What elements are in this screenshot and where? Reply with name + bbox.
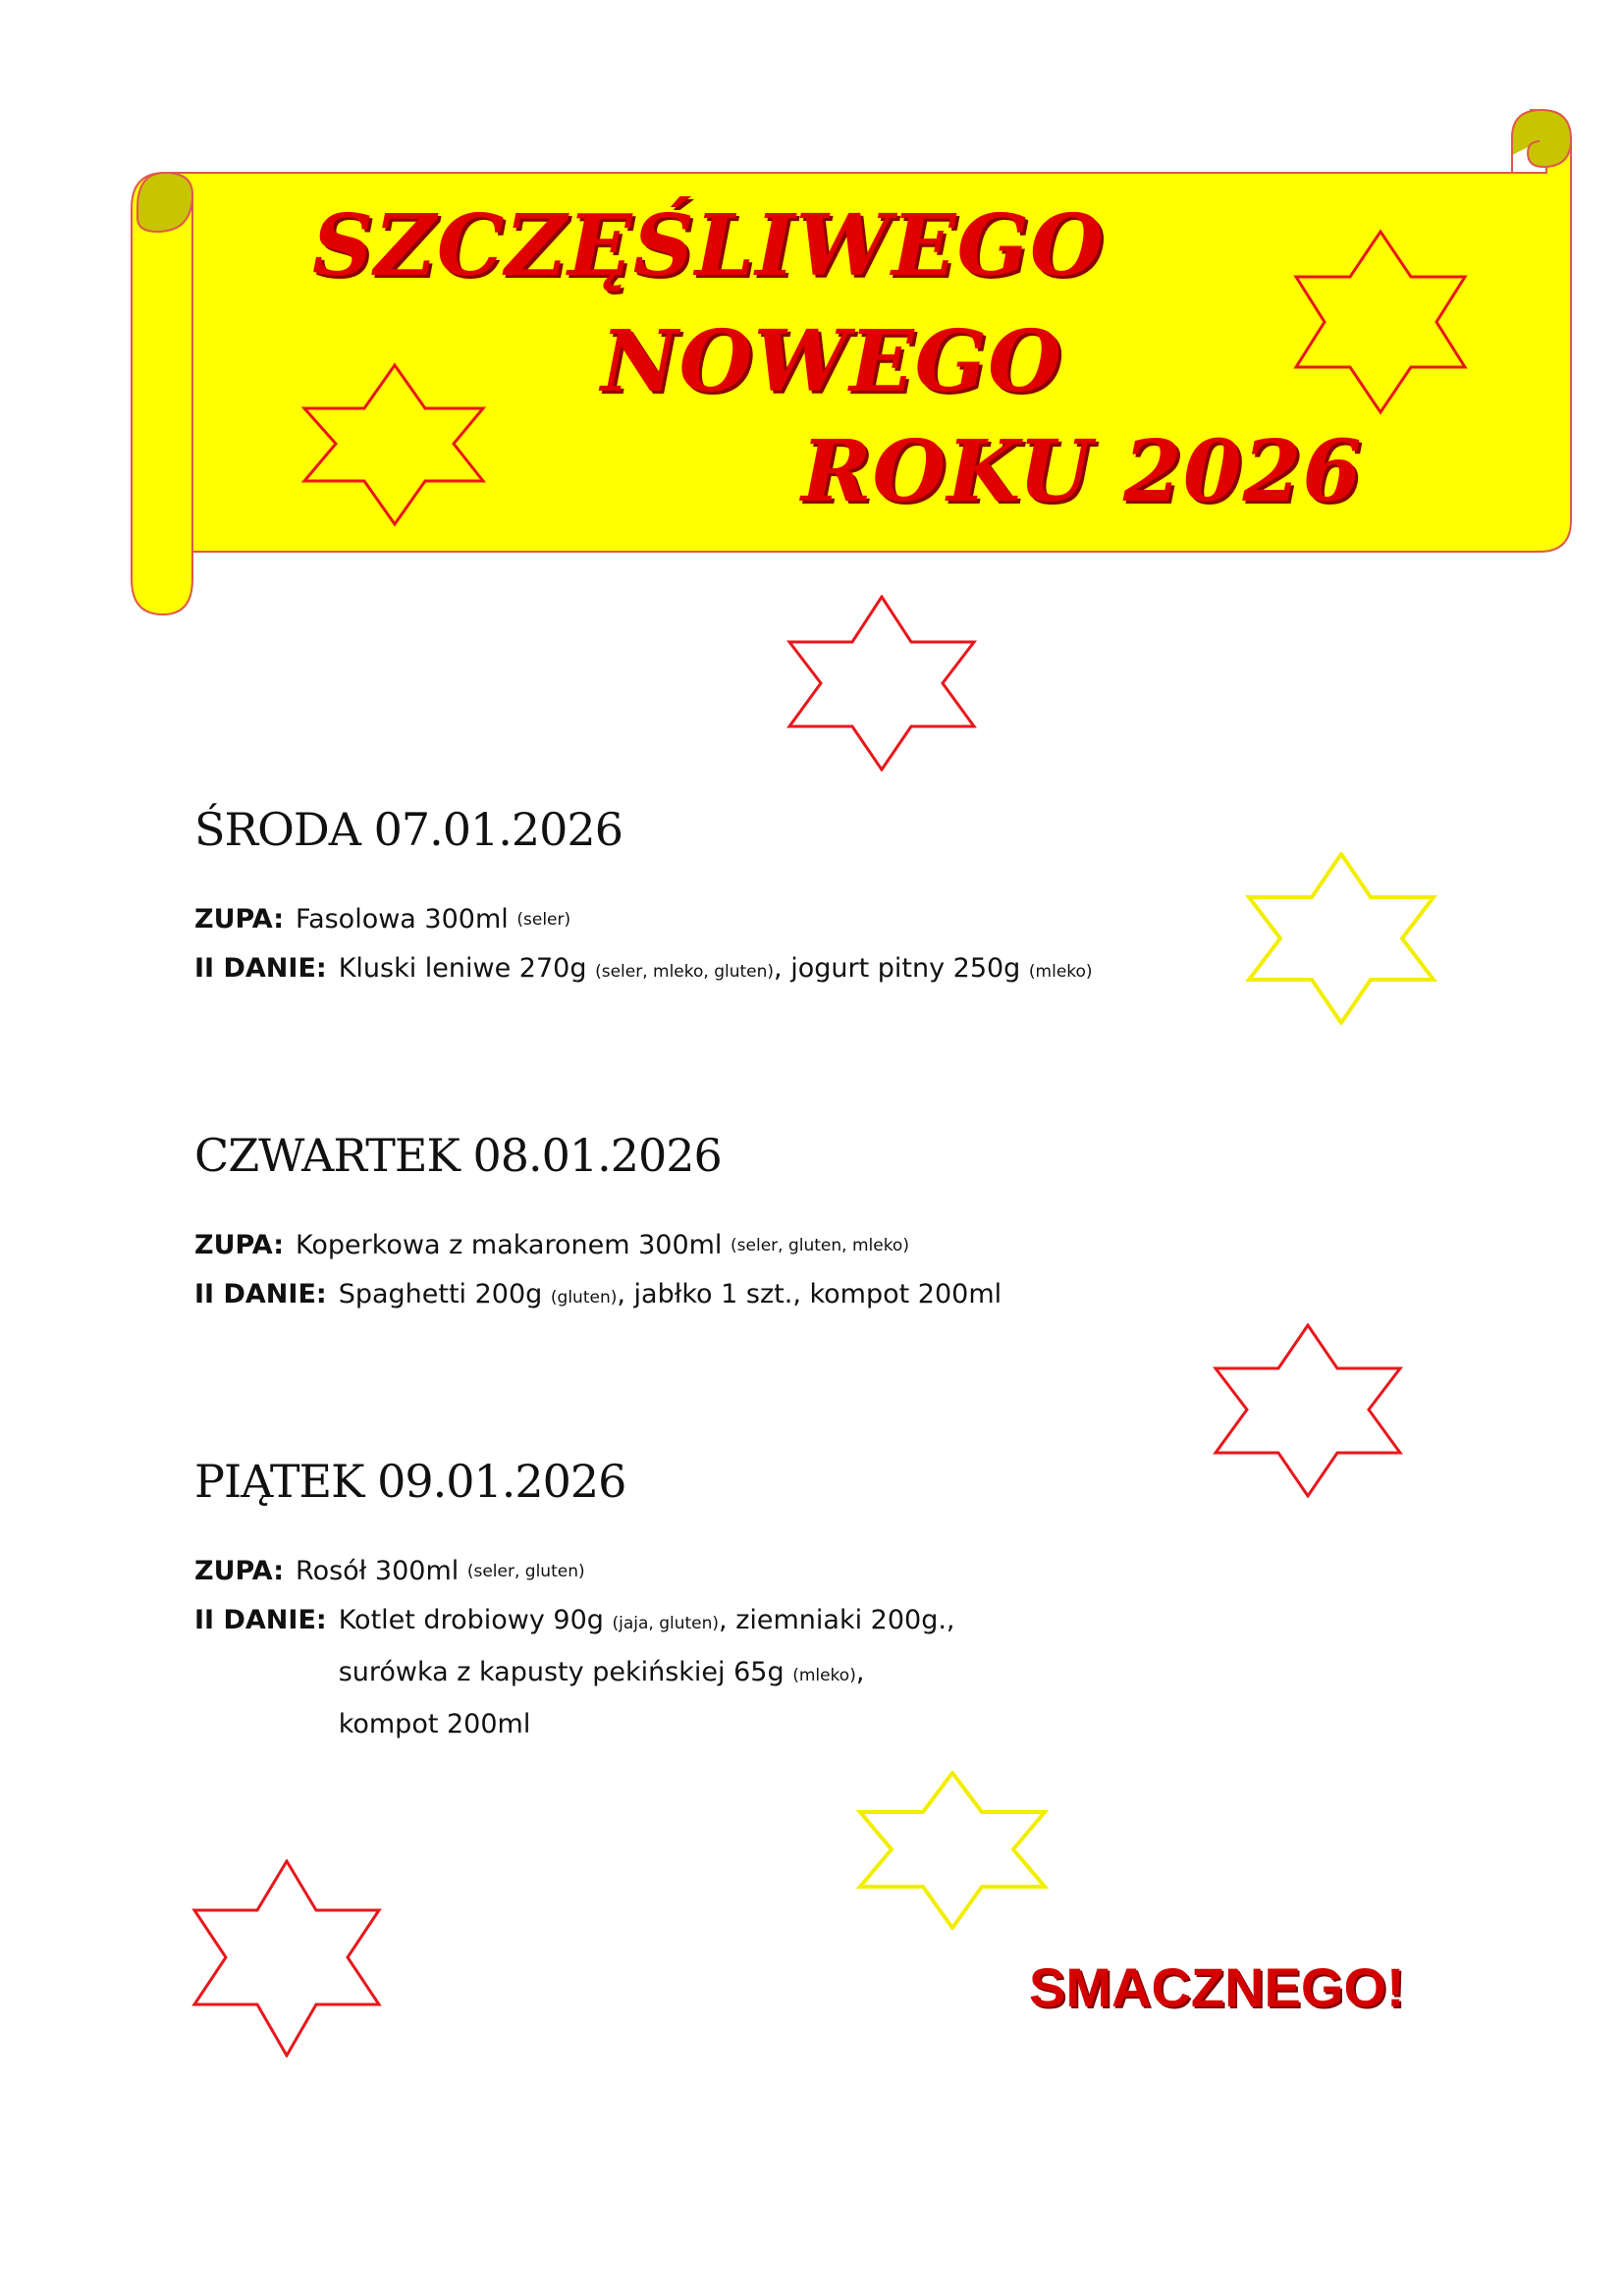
star-icon: [856, 1771, 1049, 1930]
dish: surówka z kapusty pekińskiej 65g: [338, 1657, 785, 1687]
soup-label: ZUPA:: [194, 1230, 285, 1260]
main-line: [339, 944, 1093, 996]
day-section: [194, 1129, 1422, 1322]
main-label: II DANIE:: [194, 1279, 327, 1309]
dish: Kluski leniwe 270g: [338, 953, 587, 984]
main-label: II DANIE: [194, 953, 316, 984]
soup-item: Koperkowa z makaronem 300ml: [296, 1230, 723, 1260]
dish: , jabłko 1 szt., kompot 200ml: [617, 1279, 1002, 1309]
day-title: PIĄTEK 09.01.2026: [194, 1455, 626, 1508]
allergens: (seler): [516, 910, 571, 930]
allergens: (seler, gluten): [466, 1562, 585, 1581]
day-title: CZWARTEK 08.01.2026: [194, 1129, 722, 1182]
banner-line-3: ROKU 2026: [801, 422, 1363, 521]
soup-row: [194, 895, 1422, 944]
star-icon: [785, 595, 978, 772]
day-section: [194, 803, 1422, 996]
dish: Kotlet drobiowy 90g: [338, 1605, 604, 1635]
allergens: (gluten): [550, 1288, 618, 1308]
footer-greeting: SMACZNEGO!: [1029, 1956, 1405, 2018]
main-row: [194, 944, 1422, 996]
label-colon: :: [315, 953, 327, 984]
main-line: [339, 1648, 955, 1700]
banner-line-1: SZCZĘŚLIWEGO: [312, 196, 1105, 295]
main-row: [194, 1270, 1422, 1322]
dish: Spaghetti 200g: [338, 1279, 543, 1309]
day-title: ŚRODA 07.01.2026: [194, 803, 623, 856]
soup-item: Fasolowa 300ml: [296, 904, 509, 934]
day-section: [194, 1455, 1422, 1749]
allergens: (mleko): [792, 1666, 856, 1685]
star-icon: [190, 1859, 383, 2057]
dish: , ziemniaki 200g.,: [719, 1605, 955, 1635]
main-line: [339, 1270, 1001, 1322]
allergens: (jaja, gluten): [612, 1614, 720, 1633]
soup-label: ZUPA:: [194, 904, 285, 934]
soup-label: ZUPA:: [194, 1556, 285, 1586]
allergens: (mleko): [1028, 962, 1093, 982]
dish: ,: [855, 1657, 865, 1687]
dish: kompot 200ml: [338, 1709, 531, 1739]
main-line: [339, 1596, 955, 1648]
main-line: [339, 1700, 955, 1749]
soup-row: [194, 1221, 1422, 1270]
banner-line-2: NOWEGO: [601, 312, 1063, 411]
main-label: II DANIE:: [194, 1605, 327, 1635]
main-row: [194, 1596, 1422, 1749]
dish: , jogurt pitny 250g: [774, 953, 1021, 984]
allergens: (seler, mleko, gluten): [595, 962, 775, 982]
soup-item: Rosół 300ml: [296, 1556, 460, 1586]
allergens: (seler, gluten, mleko): [731, 1236, 909, 1255]
soup-row: [194, 1547, 1422, 1596]
